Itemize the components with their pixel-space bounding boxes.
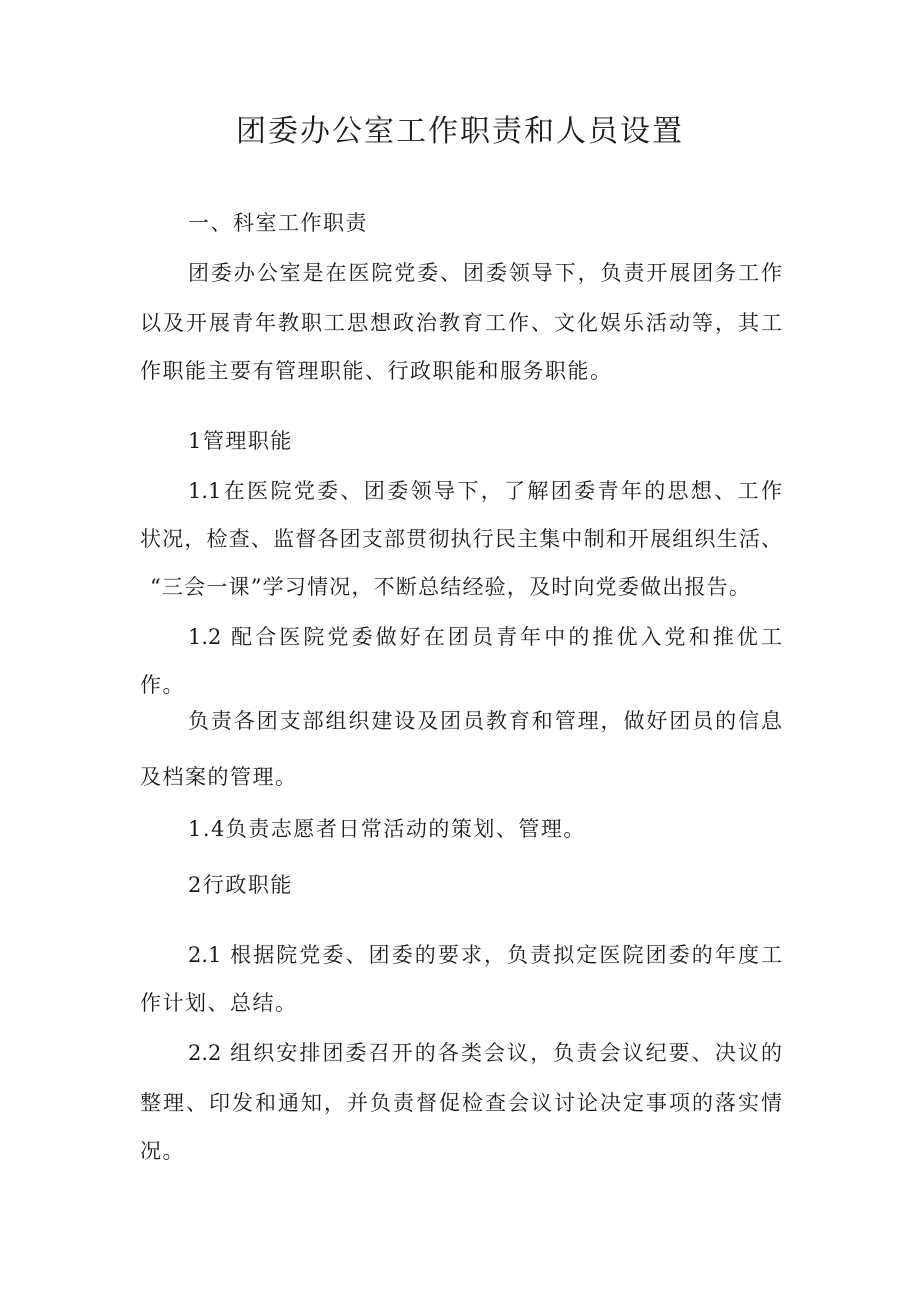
paragraph-line: 1.2 配合医院党委做好在团员青年中的推优入党和推优工 [188,625,782,649]
paragraph-line: 团委办公室是在医院党委、团委领导下，负责开展团务工作 [188,261,782,285]
paragraph-line: 负责各团支部组织建设及团员教育和管理，做好团员的信息 [188,709,782,733]
subsection-heading-administrative: 2行政职能 [188,873,293,897]
paragraph-line: 及档案的管理。 [140,765,298,789]
paragraph-line: 2.2 组织安排团委召开的各类会议，负责会议纪要、决议的 [188,1041,782,1065]
paragraph-line: 作。 [140,673,185,697]
paragraph-line: 状况，检查、监督各团支部贯彻执行民主集中制和开展组织生活、 [140,527,782,551]
paragraph-line: 1.4负责志愿者日常活动的策划、管理。 [188,817,586,841]
subsection-heading-management: 1管理职能 [188,429,293,453]
paragraph-line: 以及开展青年教职工思想政治教育工作、文化娱乐活动等，其工 [140,311,782,335]
paragraph-line: 1.1在医院党委、团委领导下，了解团委青年的思想、工作 [188,479,782,503]
paragraph-line: 整理、印发和通知，并负责督促检查会议讨论决定事项的落实情 [140,1091,782,1115]
paragraph-line: 作计划、总结。 [140,991,298,1015]
paragraph-line: 况。 [140,1139,185,1163]
paragraph-line: 2.1 根据院党委、团委的要求，负责拟定医院团委的年度工 [188,943,782,967]
document-title: 团委办公室工作职责和人员设置 [236,114,684,149]
paragraph-line: “三会一课”学习情况，不断总结经验，及时向党委做出报告。 [150,575,752,599]
section-heading-duties: 一、科室工作职责 [188,211,368,235]
paragraph-line: 作职能主要有管理职能、行政职能和服务职能。 [140,359,613,383]
